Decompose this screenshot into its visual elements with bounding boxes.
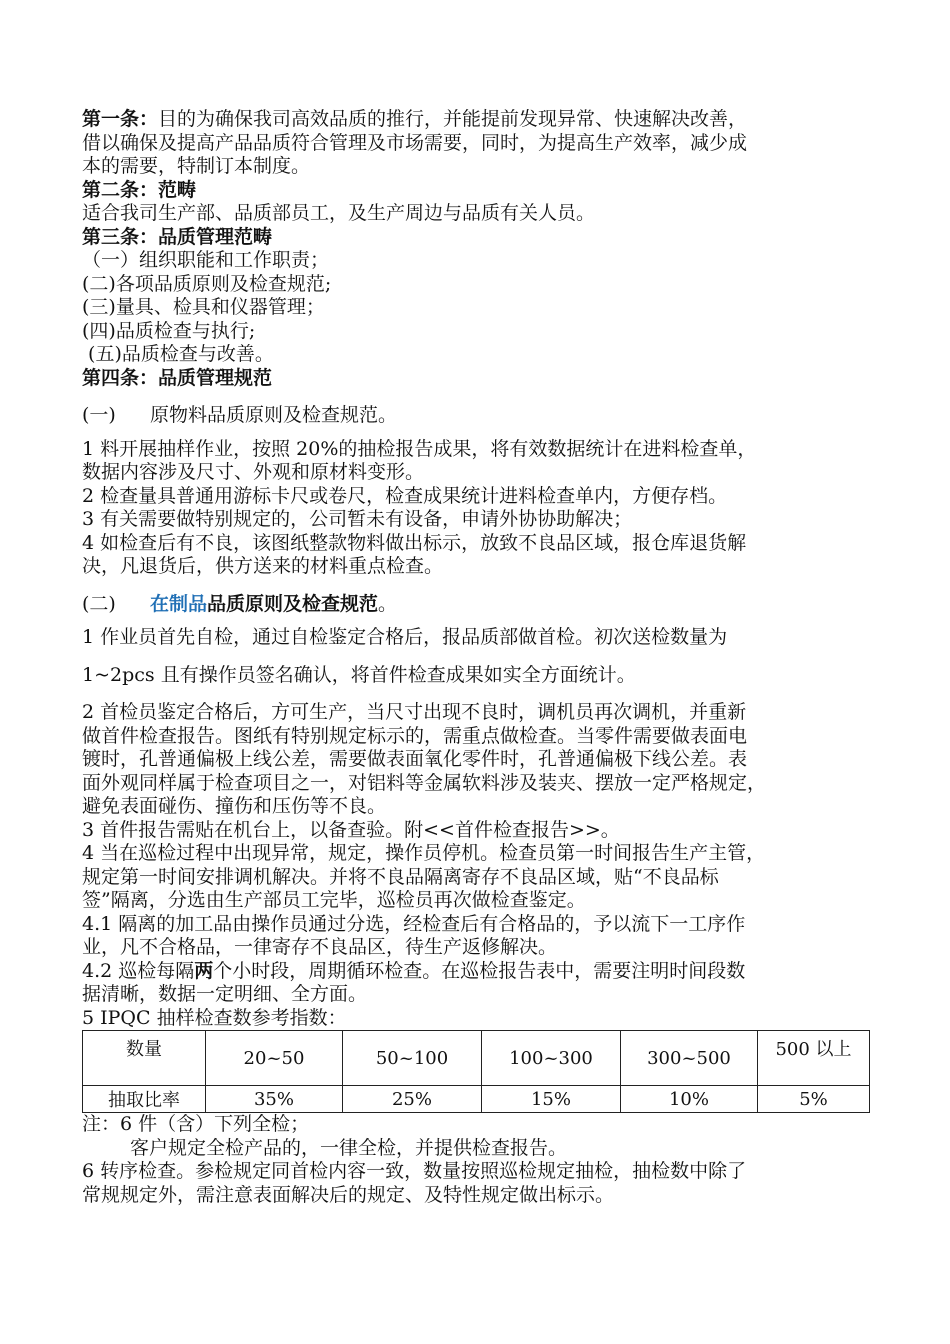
section-2-p42-line-2: 据清晰，数据一定明细、全方面。 [82, 983, 368, 1005]
article-1-text: 目的为确保我司高效品质的推行，并能提前发现异常、快速解决改善， [158, 108, 748, 130]
p42-text-a: 4.2 巡检每隔 [82, 959, 195, 982]
article-3-item-5: (五)品质检查与改善。 [82, 343, 274, 365]
table-cell-ratio: 35% [206, 1086, 343, 1113]
section-2-p2-line-4: 面外观同样属于检查项目之一，对铝料等金属软料涉及装夹、摆放一定严格规定， [82, 771, 767, 794]
section-2-p5: 5 IPQC 抽样检查数参考指数： [82, 1006, 347, 1029]
table-cell-range: 50~100 [343, 1031, 482, 1086]
section-1-line-6: 决，凡退货后，供方送来的材料重点检查。 [82, 555, 444, 577]
section-2-p42-line-1 [82, 960, 872, 984]
article-2-title: 第二条：范畴 [82, 178, 197, 201]
section-2-p2-line-8: 规定第一时间安排调机解决。并将不良品隔离寄存不良品区域，贴“不良品标 [82, 865, 719, 888]
document-page [82, 108, 872, 1207]
table-row-ratio [83, 1086, 870, 1113]
article-3-item-1: （一）组织职能和工作职责； [82, 249, 330, 271]
section-1-line-1: 1 料开展抽样作业，按照 20%的抽检报告成果，将有效数据统计在进料检查单， [82, 437, 757, 460]
table-cell-ratio: 15% [482, 1086, 621, 1113]
article-1-label: 第一条： [82, 108, 159, 130]
section-2-number: (二) [82, 592, 116, 615]
article-1-line-3: 本的需要，特制订本制度。 [82, 155, 311, 177]
ipqc-sampling-table [82, 1030, 870, 1113]
section-2-p2-line-11: 业，凡不合格品，一律寄存不良品区，待生产返修解决。 [82, 936, 558, 958]
section-1-number: (一) [82, 404, 116, 426]
section-2-para-1b: 1~2pcs 且有操作员签名确认，将首件检查成果如实全方面统计。 [82, 663, 636, 686]
p42-bold: 两 [194, 959, 214, 982]
section-1-line-4: 3 有关需要做特别规定的，公司暂未有设备，申请外协协助解决； [82, 508, 633, 530]
article-3-title: 第三条：品质管理范畴 [82, 225, 273, 248]
section-1-line-2: 数据内容涉及尺寸、外观和原材料变形。 [82, 461, 425, 483]
section-2-p2-line-7: 4 当在巡检过程中出现异常，规定，操作员停机。检查员第一时间报告生产主管， [82, 842, 766, 864]
section-1-title: 原物料品质原则及检查规范。 [150, 404, 398, 426]
article-3-item-3: (三)量具、检具和仪器管理； [82, 296, 325, 318]
article-1-line-1 [82, 108, 872, 132]
section-2-heading [82, 593, 872, 617]
p42-text-c: 个小时段，周期循环检查。在巡检报告表中，需要注明时间段数 [213, 959, 746, 982]
table-cell-range: 100~300 [482, 1031, 621, 1086]
table-cell-ratio: 25% [343, 1086, 482, 1113]
section-2-p2-line-2: 做首件检查报告。图纸有特别规定标示的，需重点做检查。当零件需要做表面电 [82, 724, 748, 747]
article-3-item-4: (四)品质检查与执行; [82, 319, 256, 342]
section-2-p2-line-9: 签”隔离，分选由生产部员工完毕，巡检员再次做检查鉴定。 [82, 889, 586, 911]
section-2-p2-line-3: 镀时，孔普通偏极上线公差，需要做表面氧化零件时，孔普通偏极下线公差。表 [82, 748, 748, 770]
article-3-item-2: (二)各项品质原则及检查规范; [82, 272, 332, 295]
section-2-para-1: 1 作业员首先自检，通过自检鉴定合格后，报品质部做首检。初次送检数量为 [82, 626, 728, 648]
article-1-line-2: 借以确保及提高产品品质符合管理及市场需要，同时，为提高生产效率，减少成 [82, 131, 748, 154]
table-cell-ratio: 10% [621, 1086, 758, 1113]
section-2-p2-line-1: 2 首检员鉴定合格后，方可生产，当尺寸出现不良时，调机员再次调机，并重新 [82, 701, 747, 723]
table-cell-range: 300~500 [621, 1031, 758, 1086]
section-1-line-5: 4 如检查后有不良，该图纸整款物料做出标示，放致不良品区域，报仓库退货解 [82, 531, 747, 554]
section-1-line-3: 2 检查量具普通用游标卡尺或卷尺，检查成果统计进料检查单内，方便存档。 [82, 484, 728, 507]
article-4-title: 第四条：品质管理规范 [82, 366, 273, 389]
section-2-p2-line-5: 避免表面碰伤、撞伤和压伤等不良。 [82, 795, 387, 817]
section-1-heading [82, 404, 872, 428]
section-2-p2-line-10: 4.1 隔离的加工品由操作员通过分选，经检查后有合格品的，予以流下一工序作 [82, 912, 746, 935]
article-2-text: 适合我司生产部、品质部员工，及生产周边与品质有关人员。 [82, 202, 596, 224]
section-2-p2-line-6: 3 首件报告需贴在机台上，以备查验。附<<首件检查报告>>。 [82, 818, 620, 841]
section-2-p6-line-2: 常规规定外，需注意表面解决后的规定、及特性规定做出标示。 [82, 1183, 615, 1206]
note-1: 注：6 件（含）下列全检； [82, 1113, 310, 1135]
table-cell-ratio: 5% [758, 1086, 870, 1113]
table-header-quantity: 数量 [83, 1031, 206, 1086]
table-cell-range: 500 以上 [758, 1031, 870, 1086]
table-cell-range: 20~50 [206, 1031, 343, 1086]
note-2: 客户规定全检产品的，一律全检，并提供检查报告。 [130, 1136, 568, 1159]
section-2-title: 品质原则及检查规范 [207, 592, 379, 615]
section-2-title-end: 。 [378, 592, 398, 615]
table-row-quantity [83, 1031, 870, 1086]
table-header-ratio: 抽取比率 [83, 1086, 206, 1113]
section-2-title-highlight: 在制品 [150, 592, 208, 615]
section-2-p6-line-1: 6 转序检查。参检规定同首检内容一致，数量按照巡检规定抽检，抽检数中除了 [82, 1160, 747, 1182]
